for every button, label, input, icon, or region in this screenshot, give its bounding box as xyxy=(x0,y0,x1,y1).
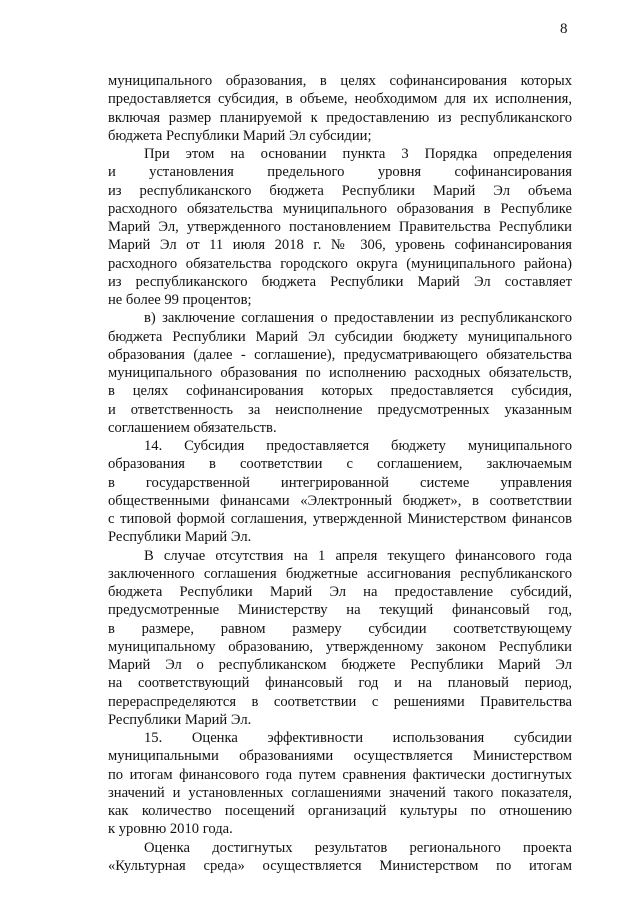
text-line: заключенного соглашения бюджетные ассигнования республиканского xyxy=(108,565,572,582)
text-line: соглашением обязательств. xyxy=(108,419,277,436)
text-line: включая размер планируемой к предоставлению из республиканского xyxy=(108,109,572,126)
text-line: Республики Марий Эл. xyxy=(108,711,252,728)
text-line: муниципальному образованию, утвержденному законом Республики xyxy=(108,638,572,655)
text-line: В случае отсутствия на 1 апреля текущего финансового года xyxy=(144,547,572,564)
text-line: на соответствующий финансовый год и на плановый период, xyxy=(108,675,572,692)
text-line: значений и установленных соглашениями значений такого показателя, xyxy=(108,784,572,801)
text-line: и установления предельного уровня софинансирования xyxy=(108,164,572,181)
text-line: не более 99 процентов; xyxy=(108,292,252,308)
text-line: Марий Эл от 11 июля 2018 г. № 306, уровень софинансирования xyxy=(108,237,572,254)
text-line: бюджета Республики Марий Эл на предоставление субсидий, xyxy=(108,584,572,600)
text-line: При этом на основании пункта 3 Порядка определения xyxy=(144,146,572,162)
text-line: к уровню 2010 года. xyxy=(108,821,233,838)
text-line: расходного обязательства городского округа (муниципального района) xyxy=(108,255,572,272)
text-line: «Культурная среда» осуществляется Министерством по итогам xyxy=(108,857,572,874)
text-line: Оценка достигнутых результатов регионального проекта xyxy=(144,839,572,856)
text-line: бюджета Республики Марий Эл субсидии бюджету муниципального xyxy=(108,328,572,345)
text-line: из республиканского бюджета Республики Марий Эл объема xyxy=(108,182,572,199)
text-line: и ответственность за неисполнение предусмотренных указанным xyxy=(108,401,572,418)
text-line: муниципального образования по исполнению расходных обязательств, xyxy=(108,365,572,381)
text-line: образования в соответствии с соглашением, заключаемым xyxy=(108,456,572,473)
text-line: в целях софинансирования которых предоставляется субсидия, xyxy=(108,383,572,400)
text-line: бюджета Республики Марий Эл субсидии; xyxy=(108,127,372,144)
body-text xyxy=(108,72,572,875)
text-line: Республики Марий Эл. xyxy=(108,529,252,546)
text-line: 15. Оценка эффективности использования субсидии xyxy=(144,730,572,746)
text-line: образования (далее - соглашение), предусматривающего обязательства xyxy=(108,346,572,363)
text-line: Марий Эл, утвержденного постановлением Правительства Республики xyxy=(108,219,572,235)
text-line: в государственной интегрированной системе управления xyxy=(108,474,572,491)
text-line: в размере, равном размеру субсидии соответствующему xyxy=(108,620,572,637)
text-line: муниципального образования, в целях софинансирования которых xyxy=(108,73,572,89)
text-line: с типовой формой соглашения, утвержденной Министерством финансов xyxy=(108,511,572,527)
text-line: по итогам финансового года путем сравнения фактически достигнутых xyxy=(108,766,572,783)
text-line: перераспределяются в соответствии с решениями Правительства xyxy=(108,693,572,710)
page-number: 8 xyxy=(560,21,568,37)
text-line: предусмотренные Министерству на текущий финансовый год, xyxy=(108,602,572,619)
text-line: общественными финансами «Электронный бюджет», в соответствии xyxy=(108,492,572,509)
text-line: муниципальными образованиями осуществляется Министерством xyxy=(108,748,572,765)
text-line: расходного обязательства муниципального образования в Республике xyxy=(108,200,572,217)
text-line: как количество посещений организаций культуры по отношению xyxy=(108,803,572,819)
text-line: в) заключение соглашения о предоставлении из республиканского xyxy=(144,310,572,327)
text-line: предоставляется субсидия, в объеме, необходимом для их исполнения, xyxy=(108,91,572,108)
text-line: Марий Эл о республиканском бюджете Республики Марий Эл xyxy=(108,657,572,673)
text-line: 14. Субсидия предоставляется бюджету муниципального xyxy=(144,438,572,454)
text-line: из республиканского бюджета Республики Марий Эл составляет xyxy=(108,273,572,290)
